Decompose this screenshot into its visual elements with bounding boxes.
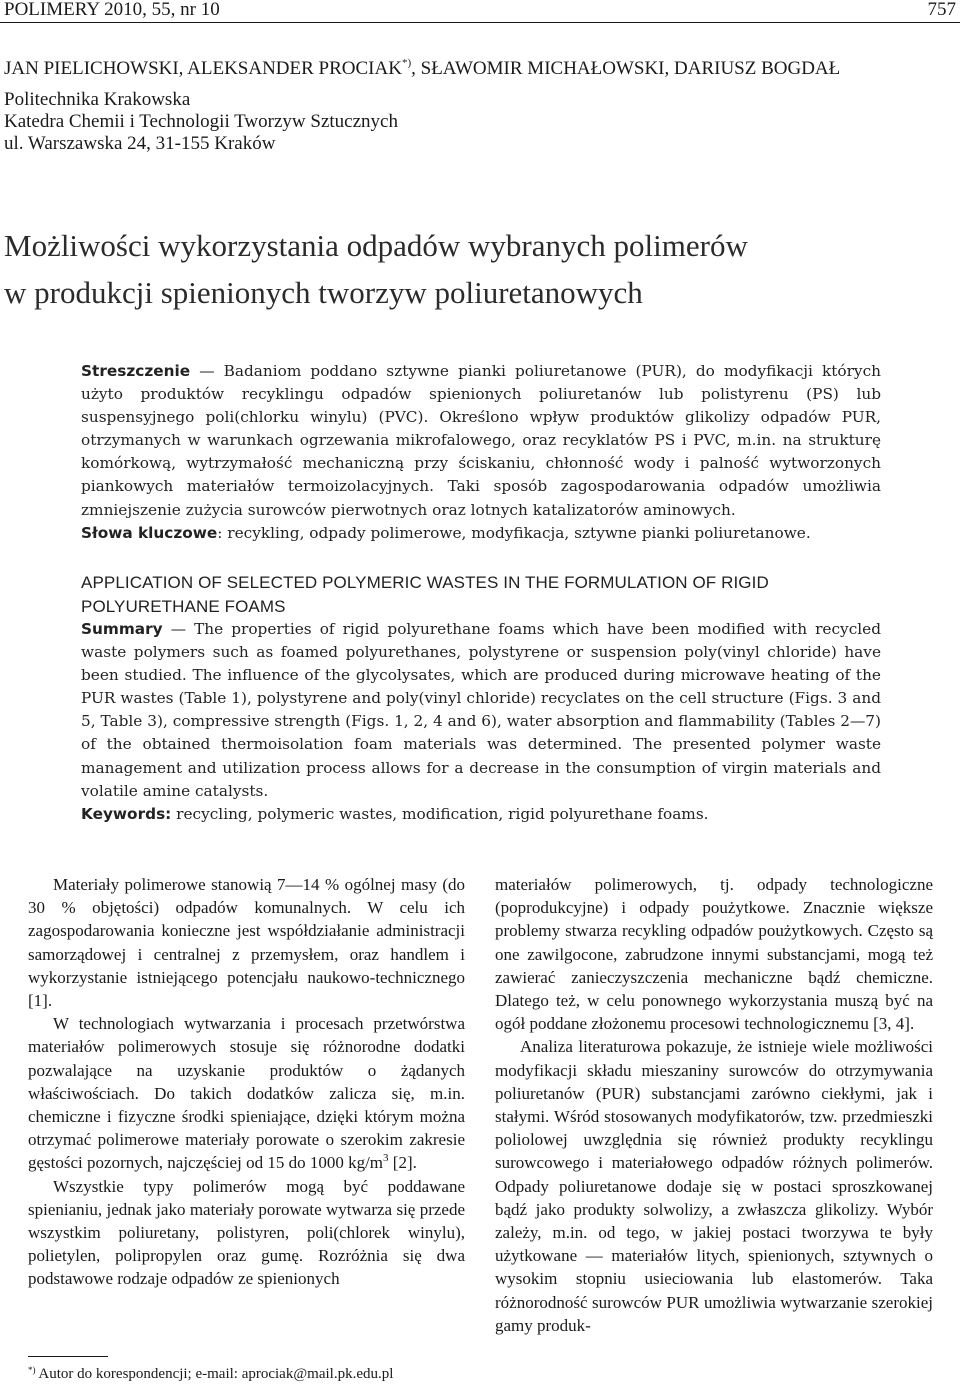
abstract-english [81,618,881,826]
affiliation-address: ul. Warszawska 24, 31-155 Kraków [4,133,276,154]
paragraph [28,1012,465,1174]
abstract-label: Streszczenie [81,362,191,380]
author-names-1: JAN PIELICHOWSKI, ALEKSANDER PROCIAK [4,58,402,79]
affiliation-department: Katedra Chemii i Technologii Tworzyw Sztucznych [4,111,398,132]
article-title-line-1: Możliwości wykorzystania odpadów wybranych polimerów [4,228,748,263]
corresponding-author-mark: *) [401,57,412,69]
keywords-pl: : recykling, odpady polimerowe, modyfikacja, sztywne pianki poliuretanowe. [217,523,811,542]
footnote [28,1364,393,1384]
footnote-divider [28,1356,108,1357]
journal-reference: POLIMERY 2010, 55, nr 10 [4,0,220,20]
keywords-en: recycling, polymeric wastes, modification, rigid polyurethane foams. [171,804,709,823]
footnote-text: Autor do korespondencji; e-mail: aprociak@mail.pk.edu.pl [35,1366,394,1382]
article-title [4,222,944,316]
paragraph-text: [2]. [388,1153,417,1173]
body-column-right [495,873,933,1337]
superscript: 3 [383,1152,389,1165]
keywords-label-pl: Słowa kluczowe [81,523,218,542]
abstract-text: — Badaniom poddano sztywne pianki poliuretanowe (PUR), do modyfikacji których użyto produktów recyklingu odpadów spienionych poliuretanów lub polistyrenu (PS) lub suspensyjnego poli(chlorku winylu) (PVC). Określono wpływ produktów glikolizy odpadów PUR, otrzymanych w warunkach ogrzewania mikrofalowego, oraz recyklatów PS i PVC, m.in. na strukturę komórkową, wytrzymałość mechaniczną przy ściskaniu, chłonność wody i palność wytworzonych piankowych materiałów termoizolacyjnych. Taki sposób zagospodarowania odpadów umożliwia zmniejszenie zużycia surowców pierwotnych oraz lotnych katalizatorów aminowych. [81,362,881,519]
article-title-line-2: w produkcji spienionych tworzyw poliuretanowych [4,275,643,310]
affiliation-university: Politechnika Krakowska [4,89,191,110]
summary-text: — The properties of rigid polyurethane foams which have been modified with recycled waste polymers such as foamed polyurethanes, polystyrene or suspension poly(vinyl chloride) have been studied. The influence of the glycolysates, which are produced during microwave heating of the PUR wastes (Table 1), polystyrene and poly(vinyl chloride) recyclates on the cell structure (Figs. 3 and 5, Table 3), compressive strength (Figs. 1, 2, 4 and 6), water absorption and flammability (Tables 2—7) of the obtained thermoisolation foam materials was determined. The presented polymer waste management and utilization process allows for a decrease in the consumption of virgin materials and volatile amine catalysts. [81,620,881,800]
page-number: 757 [927,0,956,20]
author-names-2: , SŁAWOMIR MICHAŁOWSKI, DARIUSZ BOGDAŁ [411,58,841,79]
body-column-left [28,873,465,1291]
running-header [0,0,960,23]
paragraph: Analiza literaturowa pokazuje, że istnieje wiele możliwości modyfikacji składu mieszaniny surowców do otrzymywania poliuretanów (PUR) substancjami zarówno ciekłymi, jak i stałymi. Wśród stosowanych modyfikatorów, tzw. przedmieszki poliolowej uwzględnia się również produkty recyklingu surowcowego i materiałowego odpadów różnych polimerów. Odpady poliuretanowe dodaje się w postaci sproszkowanej bądź jako produkty solwolizy, a zwłaszcza glikolizy. Wybór zależy, m.in. od tego, w jakiej postaci tworzywa te były użytkowane — materiałów litych, spienionych, sztywnych o wysokim stopniu usieciowania lub elastomerów. Taka różnorodność surowców PUR umożliwia wytwarzanie szerokiej gamy produk- [495,1037,933,1335]
paragraph: materiałów polimerowych, tj. odpady technologiczne (poprodukcyjne) i odpady poużytkowe. Znacznie większe problemy stwarza recykling odpadów poużytkowych. Często są one zawilgocone, zabrudzone innymi substancjami, mogą też zawierać zanieczyszczenia mechaniczne bądź chemiczne. Dlatego też, w celu ponownego wykorzystania muszą być na ogół poddane złożonemu procesowi technologicznemu [3, 4]. [495,875,933,1034]
footnote-mark: *) [28,1365,36,1375]
paragraph-text: W technologiach wytwarzania i procesach przetwórstwa materiałów polimerowych stosuje się różnorodne dodatki pozwalające na uzyskanie produktów o żądanych właściwościach. Do takich dodatków zalicza się, m.in. chemiczne i fizyczne środki spieniające, dzięki którym można otrzymać polimerowe materiały porowate o szerokim zakresie gęstości pozornych, najczęściej od 15 do 1000 kg/m [28,1014,465,1173]
author-list [4,57,840,81]
paragraph: Wszystkie typy polimerów mogą być poddawane spienianiu, jednak jako materiały porowate wytwarza się przede wszystkim poliuretany, polistyren, poli(chlorek winylu), polietylen, polipropylen oraz gumę. Rozróżnia się dwa podstawowe rodzaje odpadów ze spienionych [28,1176,465,1289]
keywords-label-en: Keywords: [81,804,172,823]
paragraph: Materiały polimerowe stanowią 7—14 % ogólnej masy (do 30 % objętości) odpadów komunalnych. W celu ich zagospodarowania konieczne jest współdziałanie administracji samorządowej i centralnej z przemysłem, oraz handlem i wykorzystanie istniejącego potencjału naukowo-technicznego [1]. [28,875,465,1011]
english-title: APPLICATION OF SELECTED POLYMERIC WASTES IN THE FORMULATION OF RIGID POLYURETHANE FOAMS [81,573,769,616]
summary-label: Summary [81,620,163,638]
abstract-polish [81,360,881,545]
